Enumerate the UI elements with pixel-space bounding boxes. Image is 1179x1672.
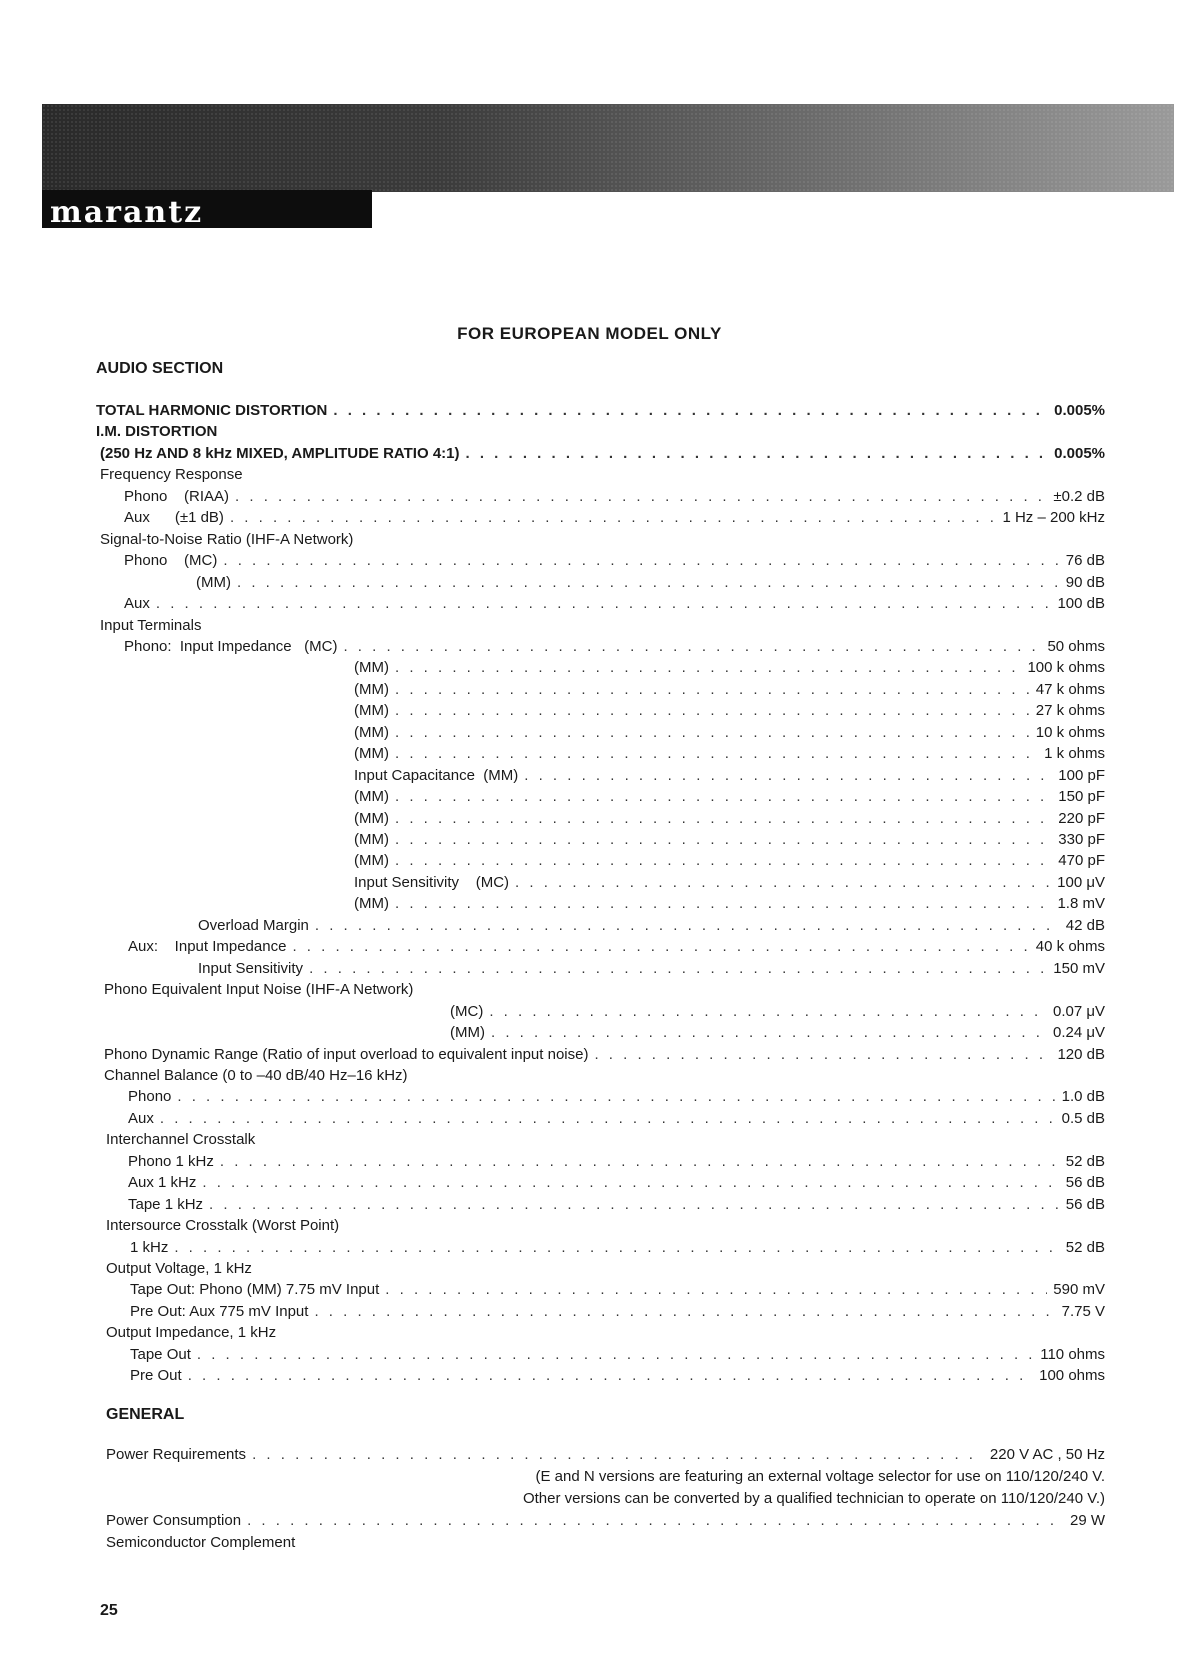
spec-label: Input Capacitance (MM) xyxy=(354,766,519,784)
spec-label: (MM) xyxy=(354,788,389,806)
spec-value: 100 pF xyxy=(1058,766,1105,784)
spec-row xyxy=(100,445,1105,462)
spec-row xyxy=(354,810,1105,827)
spec-label: Phono Equivalent Input Noise (IHF-A Network) xyxy=(104,981,414,999)
spec-row xyxy=(128,1174,1105,1191)
spec-value: 50 ohms xyxy=(1047,637,1105,655)
spec-label: Aux (±1 dB) xyxy=(124,509,224,527)
spec-value: 100 dB xyxy=(1057,595,1105,613)
spec-label: (MM) xyxy=(450,1024,485,1042)
spec-value: 100 μV xyxy=(1057,873,1105,891)
spec-row xyxy=(354,702,1105,719)
spec-value: 52 dB xyxy=(1065,1238,1105,1256)
spec-row xyxy=(450,1003,1105,1020)
spec-label: (MM) xyxy=(354,680,389,698)
spec-row xyxy=(130,1367,1105,1384)
spec-label: Phono (MC) xyxy=(124,552,218,570)
spec-row xyxy=(124,552,1105,569)
spec-row xyxy=(128,1110,1105,1127)
spec-label: Aux xyxy=(124,595,150,613)
page-number: 25 xyxy=(100,1602,118,1619)
spec-row xyxy=(354,659,1105,676)
spec-value: 330 pF xyxy=(1058,831,1105,848)
spec-label: Power Requirements xyxy=(106,1446,247,1463)
voltage-note-2: Other versions can be converted by a qualified technician to operate on 110/120/240 V.) xyxy=(522,1490,1105,1507)
spec-row xyxy=(128,1153,1105,1170)
spec-row xyxy=(128,1088,1105,1105)
spec-value: 29 W xyxy=(1069,1512,1105,1529)
spec-row xyxy=(198,917,1105,934)
spec-label: Input Sensitivity xyxy=(198,959,304,977)
spec-row xyxy=(124,595,1105,612)
spec-value: 220 pF xyxy=(1058,809,1105,827)
spec-value: 40 k ohms xyxy=(1035,938,1105,956)
spec-value: 10 k ohms xyxy=(1035,723,1105,741)
spec-row xyxy=(124,509,1105,526)
spec-value: 1 Hz – 200 kHz xyxy=(1002,509,1105,527)
spec-row xyxy=(104,981,1105,998)
spec-row xyxy=(130,1303,1105,1320)
spec-value: 0.5 dB xyxy=(1061,1109,1105,1127)
spec-label: (MM) xyxy=(196,573,231,591)
spec-row xyxy=(96,402,1105,419)
spec-row xyxy=(354,767,1105,784)
spec-label: I.M. DISTORTION xyxy=(96,423,218,441)
spec-row xyxy=(354,788,1105,805)
spec-row xyxy=(354,831,1105,848)
spec-label: (MM) xyxy=(354,895,389,913)
spec-value: 220 V AC , 50 Hz xyxy=(989,1446,1105,1463)
spec-label: Phono Dynamic Range (Ratio of input overload to equivalent input noise) xyxy=(104,1045,589,1063)
spec-row xyxy=(354,745,1105,762)
spec-value: 110 ohms xyxy=(1040,1345,1105,1363)
spec-row xyxy=(130,1281,1105,1298)
spec-value: 27 k ohms xyxy=(1035,702,1105,720)
spec-label: Pre Out xyxy=(130,1367,182,1385)
spec-row xyxy=(130,1346,1105,1363)
spec-label: Tape 1 kHz xyxy=(128,1195,204,1213)
spec-value: 1.8 mV xyxy=(1057,895,1105,913)
page-heading: FOR EUROPEAN MODEL ONLY xyxy=(457,324,722,343)
spec-label: Power Consumption xyxy=(106,1512,242,1529)
spec-row xyxy=(128,1196,1105,1213)
spec-label: Tape Out: Phono (MM) 7.75 mV Input xyxy=(130,1281,380,1299)
spec-row xyxy=(96,423,1105,440)
header-banner xyxy=(42,104,1174,192)
audio-section-title: AUDIO SECTION xyxy=(96,360,224,377)
spec-row xyxy=(106,1217,1105,1234)
spec-row xyxy=(124,638,1105,655)
spec-value: 76 dB xyxy=(1065,552,1105,570)
spec-row xyxy=(104,1046,1105,1063)
spec-value: 100 ohms xyxy=(1039,1367,1105,1385)
spec-label: Aux xyxy=(128,1109,154,1127)
spec-label: (MM) xyxy=(354,852,389,870)
spec-value: 47 k ohms xyxy=(1035,680,1105,698)
spec-label: (MM) xyxy=(354,809,389,827)
spec-label: (MM) xyxy=(354,745,389,763)
spec-label: Signal-to-Noise Ratio (IHF-A Network) xyxy=(100,530,354,548)
spec-row xyxy=(196,574,1105,591)
spec-label: Interchannel Crosstalk xyxy=(106,1131,256,1149)
spec-label: Output Impedance, 1 kHz xyxy=(106,1324,277,1342)
spec-row xyxy=(354,681,1105,698)
spec-label: Aux 1 kHz xyxy=(128,1174,197,1192)
spec-value: 150 mV xyxy=(1053,959,1105,977)
spec-row xyxy=(106,1324,1105,1341)
spec-value: 120 dB xyxy=(1057,1045,1105,1063)
spec-row xyxy=(354,724,1105,741)
spec-row xyxy=(100,531,1105,548)
spec-value: 52 dB xyxy=(1065,1152,1105,1170)
spec-label: Phono (RIAA) xyxy=(124,487,230,505)
general-section-title: GENERAL xyxy=(106,1406,185,1423)
spec-label: (MM) xyxy=(354,659,389,677)
spec-label: (MM) xyxy=(354,831,389,848)
spec-label: Input Terminals xyxy=(100,616,202,634)
spec-row xyxy=(100,466,1105,483)
spec-row xyxy=(450,1024,1105,1041)
spec-label: TOTAL HARMONIC DISTORTION xyxy=(96,402,328,419)
spec-label: (250 Hz AND 8 kHz MIXED, AMPLITUDE RATIO 4:1) xyxy=(100,444,460,462)
spec-label: Phono xyxy=(128,1088,172,1106)
spec-label: Phono: Input Impedance (MC) xyxy=(124,637,338,655)
spec-label: Phono 1 kHz xyxy=(128,1152,214,1170)
spec-value: 7.75 V xyxy=(1061,1302,1105,1320)
spec-label: Aux: Input Impedance xyxy=(128,938,287,956)
spec-value: 90 dB xyxy=(1065,573,1105,591)
spec-value: 100 k ohms xyxy=(1027,659,1105,677)
spec-row xyxy=(124,488,1105,505)
spec-row xyxy=(104,1067,1105,1084)
spec-value: 470 pF xyxy=(1058,852,1105,870)
spec-label: Output Voltage, 1 kHz xyxy=(106,1260,252,1277)
spec-row xyxy=(354,895,1105,912)
spec-row xyxy=(198,960,1105,977)
spec-row xyxy=(354,852,1105,869)
spec-value: 1 k ohms xyxy=(1044,745,1105,763)
spec-label: Channel Balance (0 to –40 dB/40 Hz–16 kHz) xyxy=(104,1066,408,1084)
spec-value: 0.24 μV xyxy=(1052,1024,1105,1042)
spec-value: 1.0 dB xyxy=(1061,1088,1105,1106)
spec-label: (MM) xyxy=(354,702,389,720)
semiconductor-complement-label: Semiconductor Complement xyxy=(106,1534,296,1551)
spec-value: 590 mV xyxy=(1053,1281,1105,1299)
spec-value: 56 dB xyxy=(1065,1174,1105,1192)
spec-row xyxy=(100,617,1105,634)
spec-label: (MM) xyxy=(354,723,389,741)
spec-row-power-requirements xyxy=(106,1446,1105,1463)
brand-logo: marantz xyxy=(42,198,372,228)
spec-label: 1 kHz xyxy=(130,1238,169,1256)
spec-value: 0.005% xyxy=(1054,444,1105,462)
spec-value: 56 dB xyxy=(1065,1195,1105,1213)
spec-value: 0.005% xyxy=(1054,402,1105,419)
spec-row xyxy=(128,938,1105,955)
spec-label: Intersource Crosstalk (Worst Point) xyxy=(106,1217,340,1235)
spec-row-power-consumption xyxy=(106,1512,1105,1529)
spec-row xyxy=(106,1131,1105,1148)
spec-row xyxy=(106,1260,1105,1277)
spec-value: ±0.2 dB xyxy=(1053,487,1105,505)
spec-label: Pre Out: Aux 775 mV Input xyxy=(130,1302,309,1320)
spec-label: Tape Out xyxy=(130,1345,191,1363)
spec-value: 42 dB xyxy=(1065,916,1105,934)
spec-label: Frequency Response xyxy=(100,466,243,484)
spec-value: 150 pF xyxy=(1058,788,1105,806)
spec-row xyxy=(130,1239,1105,1256)
spec-label: Overload Margin xyxy=(198,916,309,934)
voltage-note-1: (E and N versions are featuring an external voltage selector for use on 110/120/240 V. xyxy=(535,1468,1105,1485)
spec-label: Input Sensitivity (MC) xyxy=(354,873,510,891)
spec-value: 0.07 μV xyxy=(1052,1002,1105,1020)
spec-label: (MC) xyxy=(450,1002,484,1020)
spec-row xyxy=(354,874,1105,891)
